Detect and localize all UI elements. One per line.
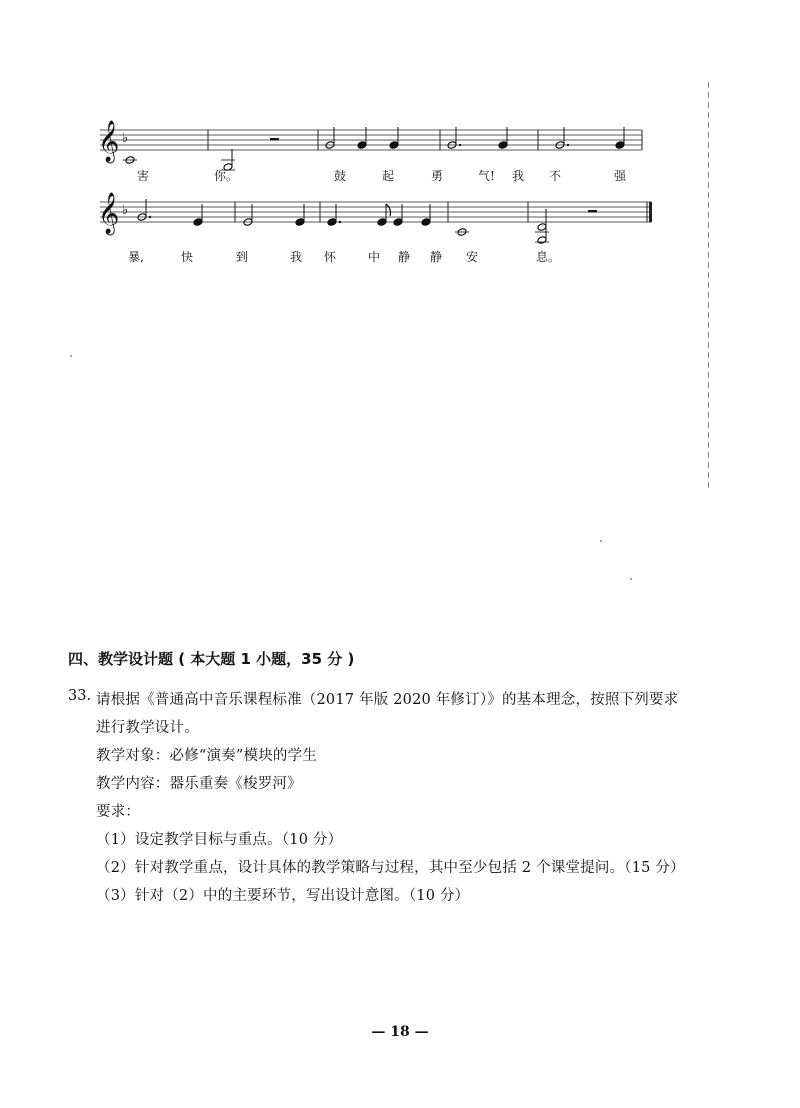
lyric-syllable: 静 <box>398 250 411 264</box>
half-rest <box>588 210 597 213</box>
note-dot <box>567 144 569 146</box>
lyric-syllable: 不 <box>549 169 562 183</box>
flat-key-signature: ♭ <box>122 203 129 218</box>
teaching-target: 教学对象：必修“演奏”模块的学生 <box>96 748 318 764</box>
lyric-syllable: 息。 <box>536 250 561 264</box>
note-head <box>377 218 387 227</box>
lyric-syllable: 中 <box>368 250 381 264</box>
lyric-syllable: 强 <box>614 169 627 183</box>
lyric-syllable: 怀 <box>324 250 337 264</box>
lyric-syllable: 起 <box>382 169 395 183</box>
flat-key-signature: ♭ <box>122 131 129 146</box>
note-head <box>615 141 625 150</box>
note-head <box>327 218 337 227</box>
note-head <box>389 141 399 150</box>
note-head <box>537 223 547 232</box>
scan-speck <box>600 540 602 542</box>
lyric-syllable: 你。 <box>214 169 239 183</box>
treble-clef-icon: 𝄞 <box>98 193 120 234</box>
scan-speck <box>70 355 72 357</box>
requirement-3: （3）针对（2）中的主要环节，写出设计意图。（10 分） <box>96 888 470 904</box>
lyric-syllable: 到 <box>236 250 249 264</box>
question-line-1: 请根据《普通高中音乐课程标准（2017 年版 2020 年修订）》的基本理念，按照下列要求 <box>96 692 679 708</box>
requirement-2: （2）针对教学重点，设计具体的教学策略与过程，其中至少包括 2 个课堂提问。（15 分） <box>96 860 685 876</box>
requirement-1: （1）设定教学目标与重点。（10 分） <box>96 832 343 848</box>
lyric-syllable: 鼓 <box>334 169 347 183</box>
teaching-content: 教学内容：器乐重奏《梭罗河》 <box>96 776 302 792</box>
section-heading: 四、教学设计题 ( 本大题 1 小题，35 分 ) <box>68 650 355 668</box>
note-dot <box>459 144 461 146</box>
question-number: 33. <box>68 688 92 704</box>
note-head <box>537 236 547 245</box>
binding-line <box>708 82 709 492</box>
scan-speck <box>630 578 632 580</box>
lyric-syllable: 我 <box>512 169 525 183</box>
note-head <box>393 218 403 227</box>
question-line-2: 进行教学设计。 <box>96 720 199 736</box>
note-head <box>295 218 305 227</box>
page-number: — 18 — <box>371 1024 429 1040</box>
final-barline-thick <box>649 202 652 222</box>
lyric-syllable: 静 <box>430 250 443 264</box>
lyric-syllable: 气! <box>478 169 495 183</box>
treble-clef-icon: 𝄞 <box>98 121 120 162</box>
lyric-syllable: 我 <box>290 250 303 264</box>
note-dot <box>149 216 151 218</box>
note-head <box>498 141 508 150</box>
lyric-syllable: 勇 <box>431 169 444 183</box>
lyric-syllable: 暴, <box>128 250 144 264</box>
lyric-syllable: 快 <box>181 250 194 264</box>
requirements-label: 要求： <box>96 804 141 820</box>
note-head <box>193 218 203 227</box>
note-dot <box>339 221 341 223</box>
note-flag <box>386 204 391 216</box>
lyric-syllable: 害 <box>137 169 150 183</box>
note-head <box>421 218 431 227</box>
half-rest <box>270 138 279 141</box>
note-head <box>357 141 367 150</box>
lyric-syllable: 安 <box>466 250 479 264</box>
